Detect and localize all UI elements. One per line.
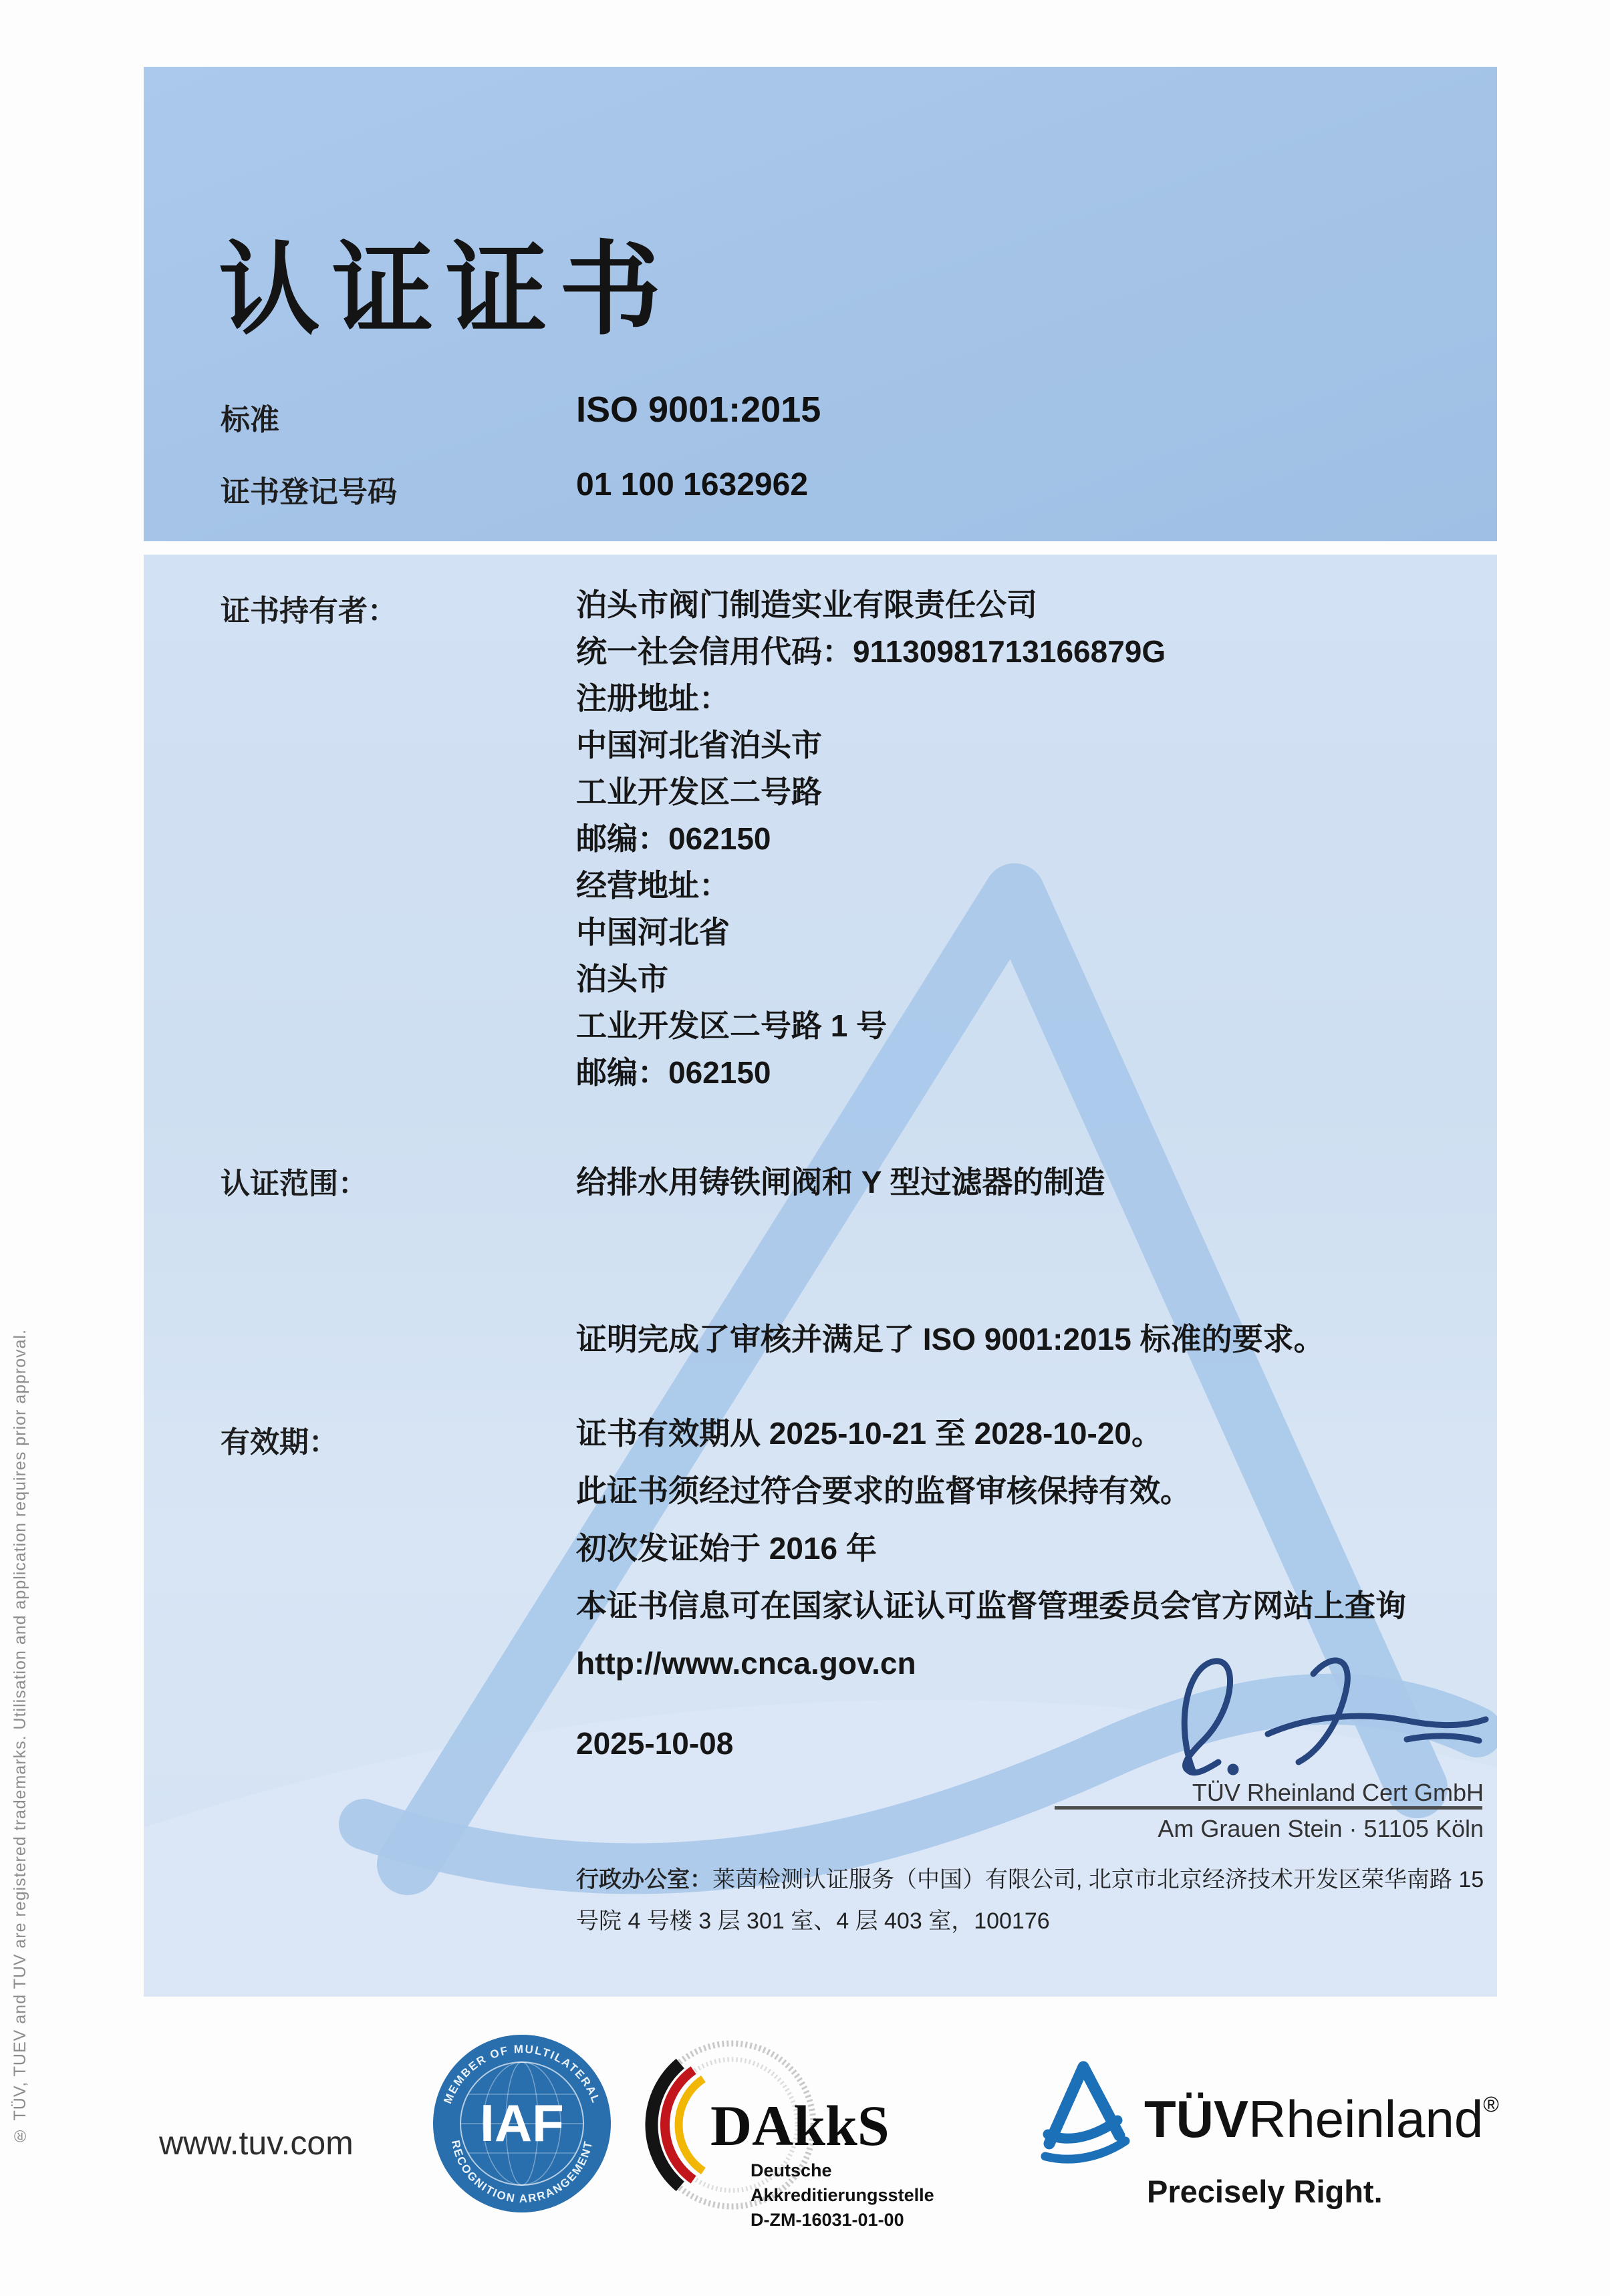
standard-value: ISO 9001:2015 xyxy=(576,390,821,430)
dakks-sublines xyxy=(751,2158,934,2233)
holder-line: 中国河北省 xyxy=(576,915,730,950)
holder-label: 证书持有者： xyxy=(221,595,397,627)
tuv-rheinland-wordmark xyxy=(1144,2089,1499,2150)
holder-line: 注册地址： xyxy=(576,681,730,716)
scope-value: 给排水用铸铁闸阀和 Y 型过滤器的制造 xyxy=(576,1165,1105,1199)
holder-block xyxy=(576,581,1166,1096)
validity-line: 本证书信息可在国家认证认可监督管理委员会官方网站上查询 xyxy=(576,1588,1406,1623)
dakks-logo xyxy=(625,2025,939,2252)
holder-line: 邮编：062150 xyxy=(576,821,771,856)
holder-line: 中国河北省泊头市 xyxy=(576,728,822,762)
admin-office xyxy=(576,1859,1493,1942)
validity-line: http://www.cnca.gov.cn xyxy=(576,1646,916,1681)
registration-number-label: 证书登记号码 xyxy=(221,476,397,509)
tuv-website: www.tuv.com xyxy=(159,2124,354,2162)
admin-office-label: 行政办公室： xyxy=(576,1867,712,1892)
scope-label: 认证范围： xyxy=(221,1167,368,1200)
holder-line: 经营地址： xyxy=(576,868,730,903)
iaf-ring-bottom: RECOGNITION ARRANGEMENT xyxy=(448,2139,595,2206)
holder-line: 泊头市 xyxy=(576,962,668,996)
standard-label: 标准 xyxy=(221,404,279,436)
tuv-tagline: Precisely Right. xyxy=(1147,2174,1383,2209)
issue-date: 2025-10-08 xyxy=(576,1726,734,1761)
audit-statement: 证明完成了审核并满足了 ISO 9001:2015 标准的要求。 xyxy=(576,1322,1325,1356)
validity-line: 初次发证始于 2016 年 xyxy=(576,1531,877,1566)
registration-number-value: 01 100 1632962 xyxy=(576,467,809,503)
validity-label: 有效期： xyxy=(221,1426,338,1459)
registered-mark: ® xyxy=(1483,2092,1499,2116)
holder-line: 工业开发区二号路 1 号 xyxy=(576,1008,888,1043)
tuv-brand-regular: Rheinland xyxy=(1248,2090,1484,2148)
tuv-rheinland-triangle-icon xyxy=(1033,2057,1134,2165)
validity-line: 证书有效期从 2025-10-21 至 2028-10-20。 xyxy=(576,1416,1162,1451)
header-block xyxy=(144,67,1497,541)
validity-line: 此证书须经过符合要求的监督审核保持有效。 xyxy=(576,1473,1191,1508)
holder-line: 泊头市阀门制造实业有限责任公司 xyxy=(576,587,1037,622)
issuer-org: TÜV Rheinland Cert GmbH xyxy=(1192,1779,1484,1806)
tuv-brand-bold: TÜV xyxy=(1144,2090,1248,2148)
holder-line: 统一社会信用代码：91130981713166879G xyxy=(576,634,1166,669)
holder-line: 邮编：062150 xyxy=(576,1055,771,1090)
issuer-address: Am Grauen Stein · 51105 Köln xyxy=(1158,1815,1484,1842)
dakks-wordmark: DAkkS xyxy=(710,2094,890,2158)
dakks-line1: Deutsche xyxy=(751,2160,832,2180)
signature-ink xyxy=(1033,1634,1497,1801)
holder-line: 工业开发区二号路 xyxy=(576,774,822,809)
iaf-text: IAF xyxy=(480,2094,564,2152)
iaf-ring-top: MEMBER OF MULTILATERAL xyxy=(441,2042,603,2106)
dakks-line3: D-ZM-16031-01-00 xyxy=(751,2210,904,2230)
certificate-body xyxy=(144,555,1497,1997)
iaf-seal-icon xyxy=(431,2033,613,2214)
admin-office-text: 莱茵检测认证服务（中国）有限公司, 北京市北京经济技术开发区荣华南路 15 号院 4 号楼 3 层 301 室、4 层 403 室，100176 xyxy=(576,1867,1484,1934)
dakks-line2: Akkreditierungsstelle xyxy=(751,2185,934,2205)
certificate-title: 认证证书 xyxy=(219,233,673,347)
trademark-note: ® TÜV, TUEV and TUV are registered trademarks. Utilisation and application requires prior approval. xyxy=(11,1328,29,2145)
